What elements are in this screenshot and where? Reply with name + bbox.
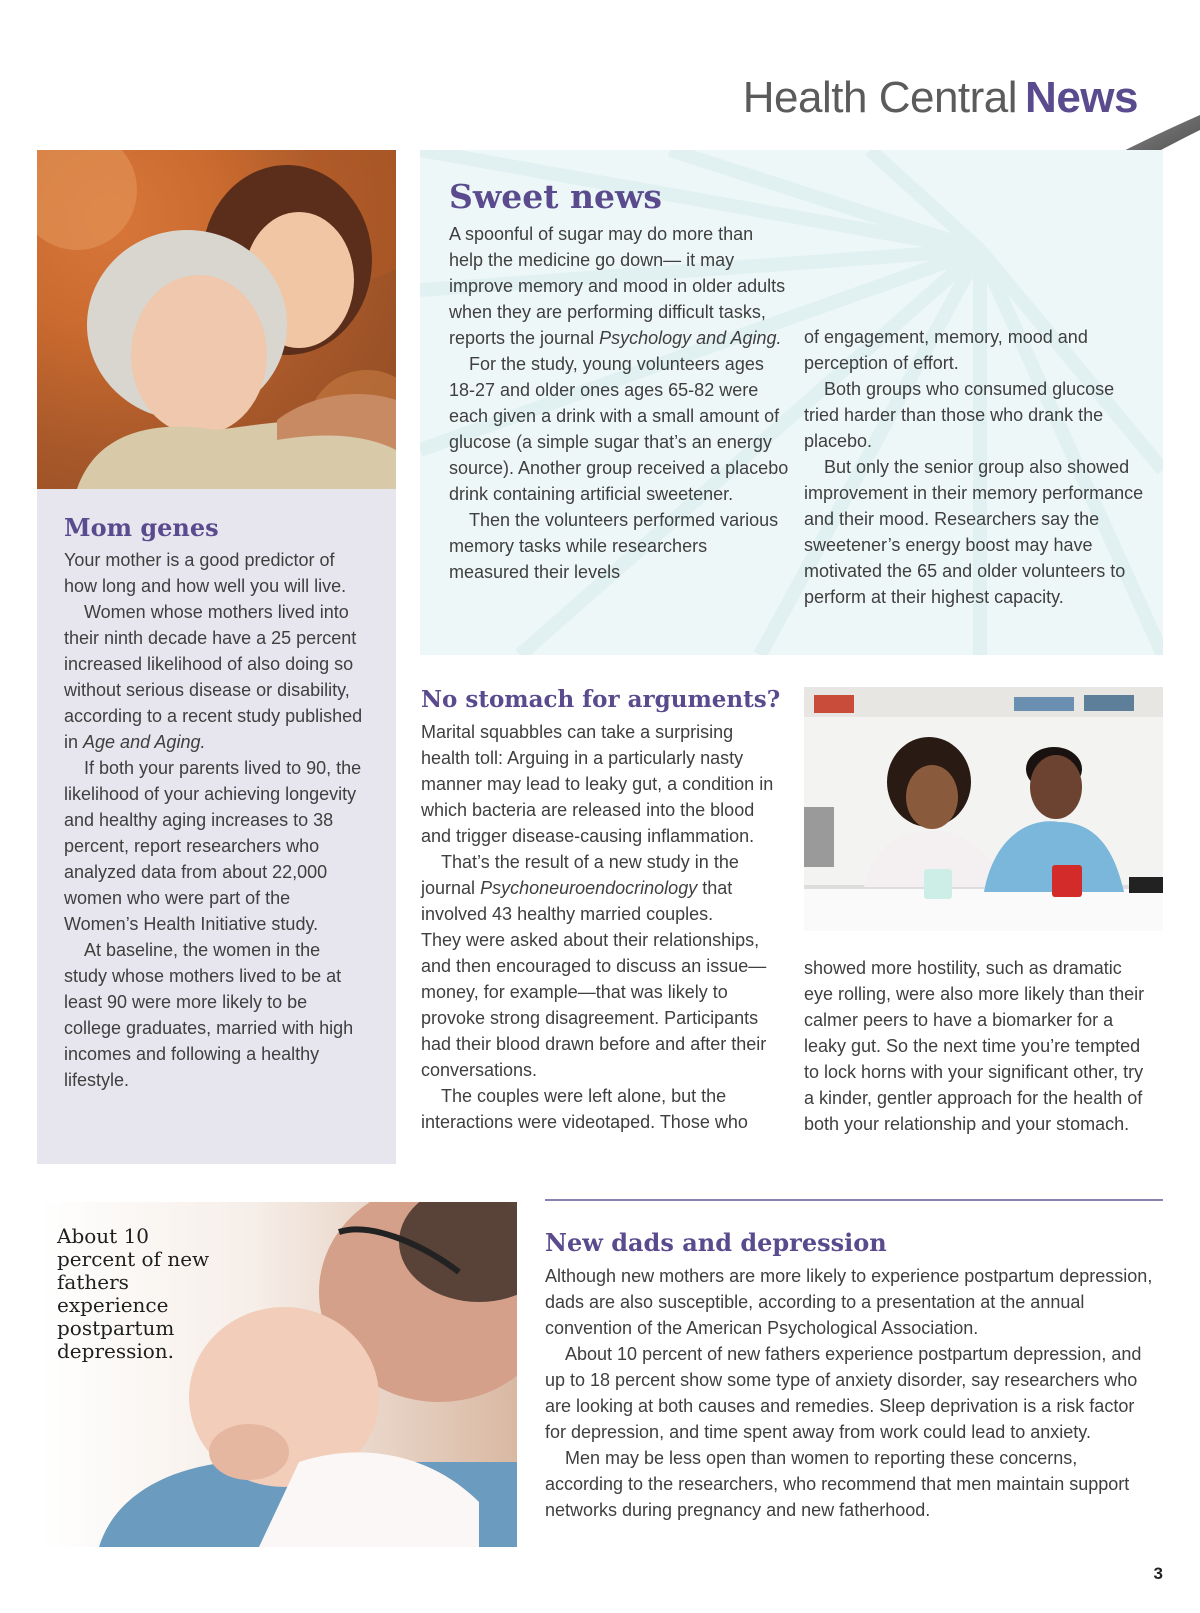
sweet-news-paragraph: But only the senior group also showed improvement in their memory performance and their mood. Researchers say the sweetener’s energy boost may have motivated the 65 and older volunteers to perform at their highest capacity. xyxy=(804,457,1144,607)
sweet-news-paragraph xyxy=(449,221,789,351)
mom-genes-headline: Mom genes xyxy=(64,513,219,542)
section-divider xyxy=(545,1199,1163,1201)
journal-name: Age and Aging. xyxy=(83,732,206,752)
stomach-paragraph-text: That’s the result of a new study in the journal xyxy=(421,852,739,898)
new-dads-paragraph: Men may be less open than women to reporting these concerns, according to the researchers, who recommend that men maintain support networks during pregnancy and new fatherhood. xyxy=(545,1448,1130,1520)
journal-name: Psychology and Aging. xyxy=(599,328,782,348)
couple-kitchen-photo xyxy=(804,687,1163,931)
mom-genes-paragraph xyxy=(64,599,364,755)
page-number: 3 xyxy=(1153,1564,1163,1583)
mom-genes-panel xyxy=(37,489,396,1164)
new-dads-body xyxy=(545,1263,1155,1523)
sweet-news-paragraph: Then the volunteers performed various memory tasks while researchers measured their levels xyxy=(449,510,779,582)
new-dads-paragraph: About 10 percent of new fathers experience postpartum depression, and up to 18 percent show some type of anxiety disorder, say researchers who are looking at both causes and remedies. Sleep deprivation is a risk factor for depression, and time spent away from work could lead to anxiety. xyxy=(545,1344,1142,1442)
stomach-paragraph-text: that involved 43 healthy married couples. xyxy=(421,878,733,924)
sweet-news-headline: Sweet news xyxy=(449,177,662,216)
sweet-news-paragraph: For the study, young volunteers ages 18-27 and older ones ages 65-82 were each given a drink with a small amount of glucose (a simple sugar that’s an energy source). Another group received a placebo drink containing artificial sweetener. xyxy=(449,354,789,504)
sweet-news-paragraph: Both groups who consumed glucose tried harder than those who drank the placebo. xyxy=(804,379,1115,451)
stomach-paragraph: They were asked about their relationships, and then encouraged to discuss an issue—money, for example—that was likely to provoke strong disagreement. Participants had their blood drawn before and after their conversations. xyxy=(421,930,767,1080)
sweet-news-paragraph: of engagement, memory, mood and perception of effort. xyxy=(804,327,1088,373)
sweet-news-column-2 xyxy=(804,324,1149,610)
masthead-title-emphasis: News xyxy=(1025,73,1138,122)
mother-daughter-photo xyxy=(37,150,396,489)
mom-genes-paragraph-text: Women whose mothers lived into their ninth decade have a 25 percent increased likelihood of also doing so without serious disease or disability, according to a recent study published in xyxy=(64,602,363,752)
mom-genes-body xyxy=(64,547,364,1093)
stomach-paragraph: The couples were left alone, but the interactions were videotaped. Those who xyxy=(421,1086,748,1132)
masthead-title: Health Central xyxy=(742,73,1018,122)
sweet-news-column-1 xyxy=(449,221,789,585)
stomach-column-2 xyxy=(804,955,1154,1137)
journal-name: Psychoneuroendocrinology xyxy=(480,878,698,898)
new-dads-paragraph: Although new mothers are more likely to experience postpartum depression, dads are also susceptible, according to a presentation at the annual convention of the American Psychological Association. xyxy=(545,1266,1153,1338)
mom-genes-paragraph: If both your parents lived to 90, the likelihood of your achieving longevity and healthy aging increases to 38 percent, report researchers who analyzed data from about 22,000 women who were part of the Women’s Health Initiative study. xyxy=(64,758,362,934)
sweet-news-paragraph-text: A spoonful of sugar may do more than help the medicine go down— it may improve memory and mood in older adults when they are performing difficult tasks, reports the journal xyxy=(449,224,786,348)
mom-genes-paragraph: Your mother is a good predictor of how long and how well you will live. xyxy=(64,550,347,596)
stomach-paragraph: showed more hostility, such as dramatic eye rolling, were also more likely than their calmer peers to have a biomarker for a leaky gut. So the next time you’re tempted to lock horns with your significant other, try a kinder, gentler approach for the health of both your relationship and your stomach. xyxy=(804,958,1145,1134)
stomach-paragraph: Marital squabbles can take a surprising health toll: Arguing in a particularly nasty manner may lead to leaky gut, a condition in which bacteria are released into the blood and trigger disease-causing inflammation. xyxy=(421,722,774,846)
new-dads-headline: New dads and depression xyxy=(545,1228,887,1257)
mom-genes-paragraph: At baseline, the women in the study whose mothers lived to be at least 90 were more likely to be college graduates, married with high incomes and following a healthy lifestyle. xyxy=(64,940,354,1090)
stomach-headline: No stomach for arguments? xyxy=(421,686,781,713)
photo-caption: About 10 percent of new fathers experience postpartum depression. xyxy=(57,1224,210,1363)
stomach-paragraph xyxy=(421,849,781,927)
stomach-column-1 xyxy=(421,719,781,1135)
